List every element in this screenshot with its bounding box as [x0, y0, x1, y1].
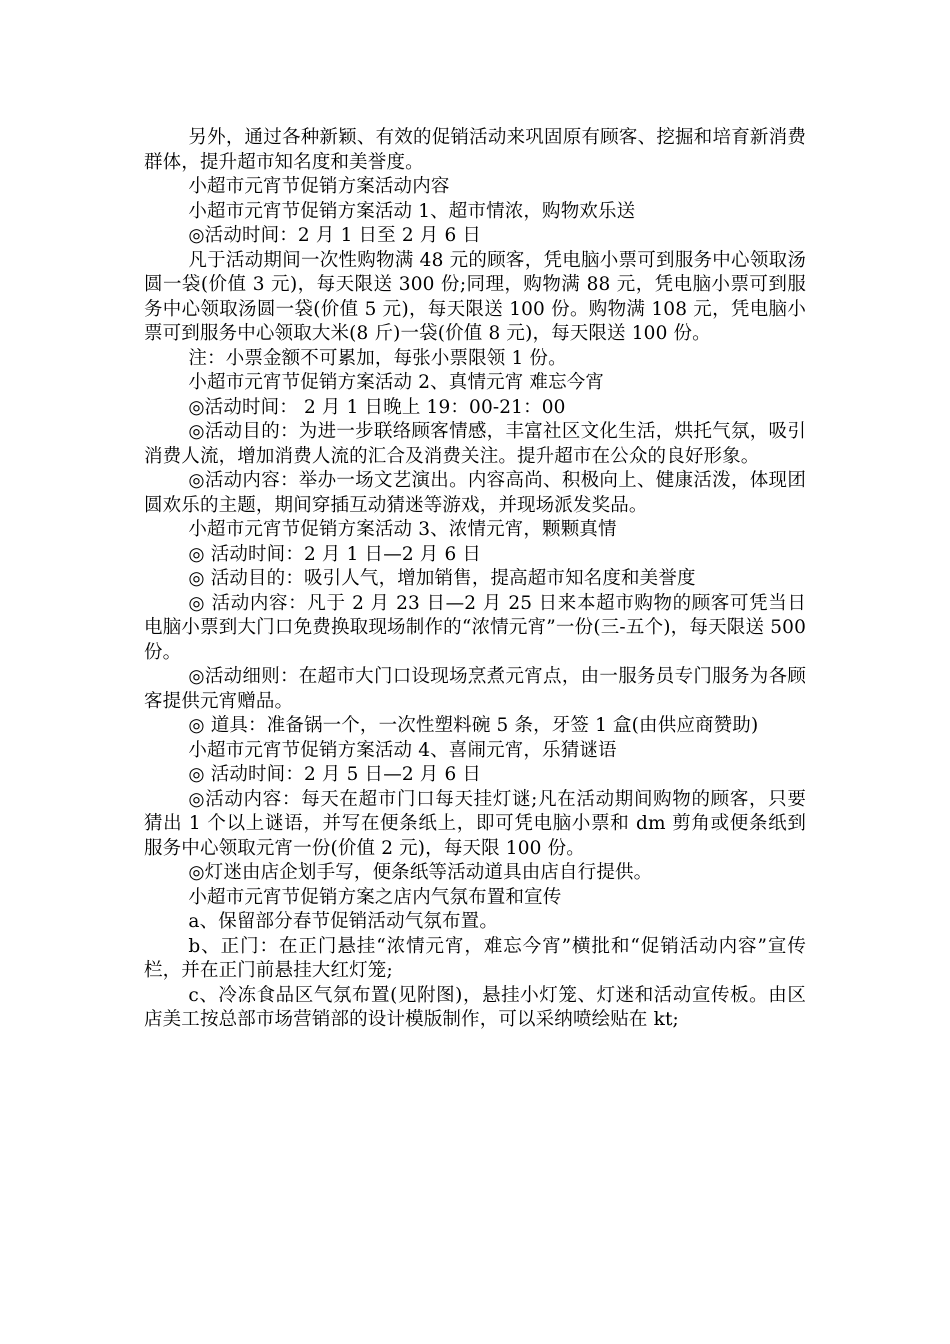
- activity-2-heading: 小超市元宵节促销方案活动 2、真情元宵 难忘今宵: [188, 372, 605, 393]
- activity-1-heading: 小超市元宵节促销方案活动 1、超市情浓，购物欢乐送: [188, 200, 636, 222]
- activity-1-note: 注：小票金额不可累加，每张小票限领 1 份。: [188, 347, 567, 369]
- activity-4-content: ◎活动内容：每天在超市门口每天挂灯谜;凡在活动期间购物的顾客，只要猜出 1 个以上谜语，并写在便条纸上，即可凭电脑小票和 dm 剪角或便条纸到服务中心领取元宵一份(价值 2 元)，每天限 100 份。: [144, 788, 806, 859]
- activity-3-time: ◎ 活动时间：2 月 1 日—2 月 6 日: [188, 543, 482, 565]
- activity-2-content: ◎活动内容：举办一场文艺演出。内容高尚、积极向上、健康活泼，体现团圆欢乐的主题，期间穿插互动猜迷等游戏，并现场派发奖品。: [144, 470, 806, 516]
- section-heading-activities: 小超市元宵节促销方案活动内容: [188, 176, 450, 197]
- paragraph-intro: 另外，通过各种新颖、有效的促销活动来巩固原有顾客、挖掘和培育新消费群体，提升超市知名度和美誉度。: [144, 127, 806, 173]
- activity-3-props: ◎ 道具：准备锅一个，一次性塑料碗 5 条，牙签 1 盒(由供应商赞助): [188, 715, 759, 736]
- activity-4-heading: 小超市元宵节促销方案活动 4、喜闹元宵，乐猜谜语: [188, 739, 617, 761]
- section-heading-decoration: 小超市元宵节促销方案之店内气氛布置和宣传: [188, 886, 562, 908]
- activity-3-heading: 小超市元宵节促销方案活动 3、浓情元宵，颗颗真情: [188, 519, 617, 540]
- activity-4-note: ◎灯迷由店企划手写，便条纸等活动道具由店自行提供。: [188, 862, 653, 883]
- document-body: [144, 126, 806, 1033]
- activity-2-purpose: ◎活动目的：为进一步联络顾客情感，丰富社区文化生活，烘托气氛，吸引消费人流，增加消费人流的汇合及消费关注。提升超市在公众的良好形象。: [144, 421, 806, 467]
- decoration-item-b: b、正门：在正门悬挂“浓情元宵，难忘今宵”横批和“促销活动内容”宣传栏，并在正门前悬挂大红灯笼;: [144, 935, 806, 981]
- activity-1-time: ◎活动时间：2 月 1 日至 2 月 6 日: [188, 225, 482, 246]
- activity-3-purpose: ◎ 活动目的：吸引人气，增加销售，提高超市知名度和美誉度: [188, 568, 696, 589]
- activity-4-time: ◎ 活动时间：2 月 5 日—2 月 6 日: [188, 764, 482, 785]
- decoration-item-a: a、保留部分春节促销活动气氛布置。: [188, 911, 498, 932]
- activity-3-content: ◎ 活动内容：凡于 2 月 23 日—2 月 25 日来本超市购物的顾客可凭当日电脑小票到大门口免费换取现场制作的“浓情元宵”一份(三-五个)，每天限送 500 份。: [144, 592, 806, 663]
- decoration-item-c: c、冷冻食品区气氛布置(见附图)，悬挂小灯笼、灯迷和活动宣传板。由区店美工按总部市场营销部的设计模版制作，可以采纳喷绘贴在 kt;: [144, 984, 806, 1030]
- activity-1-details: 凡于活动期间一次性购物满 48 元的顾客，凭电脑小票可到服务中心领取汤圆一袋(价值 3 元)，每天限送 300 份;同理，购物满 88 元，凭电脑小票可到服务中心领取汤圆一袋(价值 5 元)，每天限送 100 份。购物满 108 元，凭电脑小票可到服务中心领取大米(8 斤)一袋(价值 8 元)，每天限送 100 份。: [144, 249, 806, 344]
- activity-3-rules: ◎活动细则：在超市大门口设现场烹煮元宵点，由一服务员专门服务为各顾客提供元宵赠品。: [144, 666, 806, 712]
- activity-2-time: ◎活动时间： 2 月 1 日晚上 19：00-21：00: [188, 396, 566, 418]
